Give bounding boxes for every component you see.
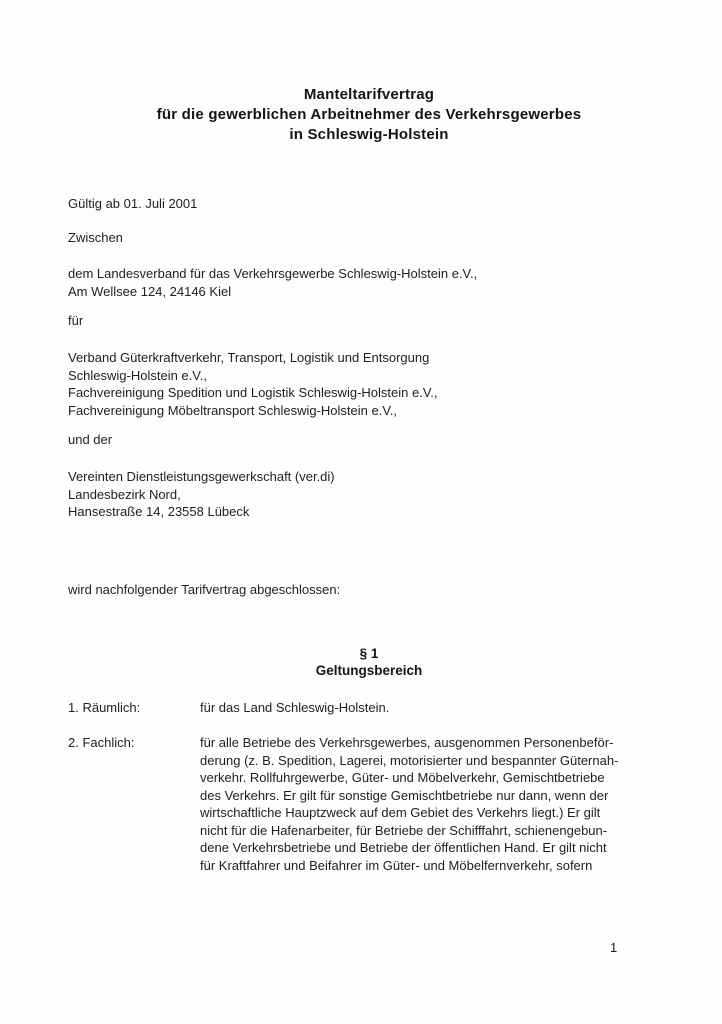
association-line-3: Fachvereinigung Spedition und Logistik Schleswig-Holstein e.V., <box>68 385 438 400</box>
clause-line: für alle Betriebe des Verkehrsgewerbes, ausgenommen Personenbeför- <box>200 735 614 750</box>
clause-raeumlich-label: 1. Räumlich: <box>68 700 141 715</box>
conclusion-text: wird nachfolgender Tarifvertrag abgeschlossen: <box>68 582 341 597</box>
clause-fachlich-label: 2. Fachlich: <box>68 735 135 750</box>
valid-from-text: Gültig ab 01. Juli 2001 <box>68 196 198 211</box>
between-text: Zwischen <box>68 230 123 245</box>
clause-line: dene Verkehrsbetriebe und Betriebe der öffentlichen Hand. Er gilt nicht <box>200 840 607 855</box>
clause-raeumlich-text <box>200 699 670 717</box>
section-number: § 1 <box>359 646 379 661</box>
employer-line-2: Am Wellsee 124, 24146 Kiel <box>68 283 232 299</box>
for-text: für <box>68 313 84 328</box>
clause-fachlich <box>68 734 670 874</box>
title-line-1: Manteltarifvertrag <box>303 86 435 103</box>
union-block <box>68 468 335 521</box>
clause-line: derung (z. B. Spedition, Lagerei, motorisierter und bespannter Güternah- <box>200 752 619 768</box>
association-line-1: Verband Güterkraftverkehr, Transport, Logistik und Entsorgung <box>68 350 430 365</box>
page-number: 1 <box>610 940 618 955</box>
clause-line: verkehr. Rollfuhrgewerbe, Güter- und Möbelverkehr, Gemischtbetriebe <box>200 770 605 785</box>
section-heading <box>68 646 670 679</box>
clause-line: wirtschaftliche Hauptzweck auf dem Gebiet des Verkehrs liegt.) Er gilt <box>200 805 601 820</box>
union-line-3: Hansestraße 14, 23558 Lübeck <box>68 504 250 519</box>
clause-raeumlich <box>68 699 670 717</box>
union-line-1: Vereinten Dienstleistungsgewerkschaft (ver.di) <box>68 469 335 484</box>
clause-fachlich-text <box>200 734 670 874</box>
association-line-4: Fachvereinigung Möbeltransport Schleswig-Holstein e.V., <box>68 402 398 418</box>
title-line-2: für die gewerblichen Arbeitnehmer des Verkehrsgewerbes <box>156 106 582 123</box>
clause-line: nicht für die Hafenarbeiter, für Betriebe der Schifffahrt, schienengebun- <box>200 822 608 838</box>
trade-associations-block <box>68 349 438 419</box>
employer-line-1: dem Landesverband für das Verkehrsgewerbe Schleswig-Holstein e.V., <box>68 266 478 281</box>
employer-association-block <box>68 265 477 300</box>
title-line-3: in Schleswig-Holstein <box>289 126 449 143</box>
union-line-2: Landesbezirk Nord, <box>68 486 181 502</box>
and-the-text: und der <box>68 432 113 447</box>
association-line-2: Schleswig-Holstein e.V., <box>68 367 207 383</box>
document-title <box>68 85 670 145</box>
clause-line: des Verkehrs. Er gilt für sonstige Gemischtbetriebe nur dann, wenn der <box>200 787 609 803</box>
section-title: Geltungsbereich <box>315 662 423 678</box>
clause-line: für Kraftfahrer und Beifahrer im Güter- und Möbelfernverkehr, sofern <box>200 857 593 873</box>
clause-line: für das Land Schleswig-Holstein. <box>200 700 390 715</box>
